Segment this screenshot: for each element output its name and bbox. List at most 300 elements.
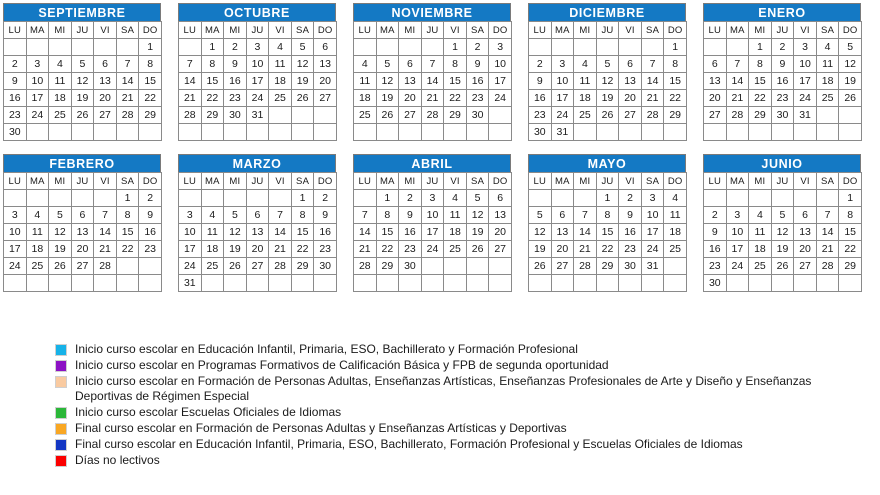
day-cell[interactable]: 21 <box>116 90 139 107</box>
day-cell[interactable]: 14 <box>269 224 292 241</box>
day-cell[interactable]: 31 <box>179 275 202 292</box>
day-cell[interactable]: 6 <box>704 56 727 73</box>
day-cell[interactable]: 17 <box>551 90 574 107</box>
day-cell[interactable]: 9 <box>399 207 422 224</box>
day-cell[interactable]: 23 <box>4 107 27 124</box>
day-cell[interactable]: 17 <box>794 73 817 90</box>
day-cell[interactable]: 29 <box>376 258 399 275</box>
day-cell[interactable]: 22 <box>839 241 862 258</box>
day-cell[interactable]: 11 <box>354 73 377 90</box>
day-cell[interactable]: 21 <box>179 90 202 107</box>
day-cell[interactable]: 15 <box>139 73 162 90</box>
day-cell[interactable]: 18 <box>574 90 597 107</box>
day-cell[interactable]: 13 <box>94 73 117 90</box>
day-cell[interactable]: 23 <box>529 107 552 124</box>
day-cell[interactable]: 21 <box>269 241 292 258</box>
day-cell[interactable]: 25 <box>444 241 467 258</box>
day-cell[interactable]: 22 <box>201 90 224 107</box>
day-cell[interactable]: 6 <box>314 39 337 56</box>
day-cell[interactable]: 22 <box>291 241 314 258</box>
day-cell[interactable]: 2 <box>771 39 794 56</box>
day-cell[interactable]: 23 <box>314 241 337 258</box>
day-cell[interactable]: 11 <box>49 73 72 90</box>
day-cell[interactable]: 24 <box>26 107 49 124</box>
day-cell[interactable]: 11 <box>444 207 467 224</box>
day-cell[interactable]: 31 <box>246 107 269 124</box>
day-cell[interactable]: 1 <box>291 190 314 207</box>
day-cell[interactable]: 22 <box>749 90 772 107</box>
day-cell[interactable]: 19 <box>376 90 399 107</box>
day-cell[interactable]: 19 <box>771 241 794 258</box>
day-cell[interactable]: 19 <box>291 73 314 90</box>
day-cell[interactable]: 20 <box>314 73 337 90</box>
day-cell[interactable]: 23 <box>224 90 247 107</box>
day-cell[interactable]: 10 <box>551 73 574 90</box>
day-cell[interactable]: 3 <box>489 39 512 56</box>
day-cell[interactable]: 30 <box>619 258 642 275</box>
day-cell[interactable]: 14 <box>816 224 839 241</box>
day-cell[interactable]: 7 <box>269 207 292 224</box>
day-cell[interactable]: 18 <box>354 90 377 107</box>
day-cell[interactable]: 23 <box>771 90 794 107</box>
day-cell[interactable]: 4 <box>354 56 377 73</box>
day-cell[interactable]: 27 <box>71 258 94 275</box>
day-cell[interactable]: 6 <box>489 190 512 207</box>
day-cell[interactable]: 4 <box>26 207 49 224</box>
day-cell[interactable]: 14 <box>574 224 597 241</box>
day-cell[interactable]: 1 <box>596 190 619 207</box>
day-cell[interactable]: 4 <box>49 56 72 73</box>
day-cell[interactable]: 21 <box>94 241 117 258</box>
day-cell[interactable]: 18 <box>816 73 839 90</box>
day-cell[interactable]: 14 <box>641 73 664 90</box>
day-cell[interactable]: 2 <box>529 56 552 73</box>
day-cell[interactable]: 5 <box>71 56 94 73</box>
day-cell[interactable]: 19 <box>466 224 489 241</box>
day-cell[interactable]: 7 <box>94 207 117 224</box>
day-cell[interactable]: 10 <box>489 56 512 73</box>
day-cell[interactable]: 12 <box>771 224 794 241</box>
day-cell[interactable]: 11 <box>201 224 224 241</box>
day-cell[interactable]: 16 <box>314 224 337 241</box>
day-cell[interactable]: 22 <box>664 90 687 107</box>
day-cell[interactable]: 23 <box>466 90 489 107</box>
day-cell[interactable]: 30 <box>314 258 337 275</box>
day-cell[interactable]: 22 <box>596 241 619 258</box>
day-cell[interactable]: 27 <box>246 258 269 275</box>
day-cell[interactable]: 8 <box>376 207 399 224</box>
day-cell[interactable]: 1 <box>116 190 139 207</box>
day-cell[interactable]: 11 <box>664 207 687 224</box>
day-cell[interactable]: 10 <box>641 207 664 224</box>
day-cell[interactable]: 9 <box>704 224 727 241</box>
day-cell[interactable]: 24 <box>489 90 512 107</box>
day-cell[interactable]: 24 <box>179 258 202 275</box>
day-cell[interactable]: 17 <box>489 73 512 90</box>
day-cell[interactable]: 25 <box>354 107 377 124</box>
day-cell[interactable]: 21 <box>421 90 444 107</box>
day-cell[interactable]: 10 <box>421 207 444 224</box>
day-cell[interactable]: 22 <box>116 241 139 258</box>
day-cell[interactable]: 25 <box>816 90 839 107</box>
day-cell[interactable]: 5 <box>771 207 794 224</box>
day-cell[interactable]: 20 <box>71 241 94 258</box>
day-cell[interactable]: 29 <box>596 258 619 275</box>
day-cell[interactable]: 7 <box>816 207 839 224</box>
day-cell[interactable]: 2 <box>139 190 162 207</box>
day-cell[interactable]: 8 <box>201 56 224 73</box>
day-cell[interactable]: 21 <box>726 90 749 107</box>
day-cell[interactable]: 8 <box>664 56 687 73</box>
day-cell[interactable]: 30 <box>224 107 247 124</box>
day-cell[interactable]: 29 <box>291 258 314 275</box>
day-cell[interactable]: 3 <box>179 207 202 224</box>
day-cell[interactable]: 6 <box>71 207 94 224</box>
day-cell[interactable]: 28 <box>94 258 117 275</box>
day-cell[interactable]: 1 <box>201 39 224 56</box>
day-cell[interactable]: 30 <box>399 258 422 275</box>
day-cell[interactable]: 24 <box>726 258 749 275</box>
day-cell[interactable]: 25 <box>574 107 597 124</box>
day-cell[interactable]: 27 <box>94 107 117 124</box>
day-cell[interactable]: 16 <box>399 224 422 241</box>
day-cell[interactable]: 16 <box>704 241 727 258</box>
day-cell[interactable]: 14 <box>179 73 202 90</box>
day-cell[interactable]: 26 <box>376 107 399 124</box>
day-cell[interactable]: 7 <box>421 56 444 73</box>
day-cell[interactable]: 13 <box>704 73 727 90</box>
day-cell[interactable]: 3 <box>726 207 749 224</box>
day-cell[interactable]: 9 <box>619 207 642 224</box>
day-cell[interactable]: 22 <box>139 90 162 107</box>
day-cell[interactable]: 15 <box>839 224 862 241</box>
day-cell[interactable]: 3 <box>246 39 269 56</box>
day-cell[interactable]: 30 <box>771 107 794 124</box>
day-cell[interactable]: 12 <box>49 224 72 241</box>
day-cell[interactable]: 28 <box>421 107 444 124</box>
day-cell[interactable]: 7 <box>179 56 202 73</box>
day-cell[interactable]: 9 <box>771 56 794 73</box>
day-cell[interactable]: 12 <box>224 224 247 241</box>
day-cell[interactable]: 16 <box>4 90 27 107</box>
day-cell[interactable]: 19 <box>49 241 72 258</box>
day-cell[interactable]: 8 <box>116 207 139 224</box>
day-cell[interactable]: 3 <box>794 39 817 56</box>
day-cell[interactable]: 27 <box>794 258 817 275</box>
day-cell[interactable]: 26 <box>224 258 247 275</box>
day-cell[interactable]: 26 <box>771 258 794 275</box>
day-cell[interactable]: 5 <box>49 207 72 224</box>
day-cell[interactable]: 20 <box>704 90 727 107</box>
day-cell[interactable]: 30 <box>529 124 552 141</box>
day-cell[interactable]: 20 <box>489 224 512 241</box>
day-cell[interactable]: 19 <box>839 73 862 90</box>
day-cell[interactable]: 12 <box>596 73 619 90</box>
day-cell[interactable]: 21 <box>816 241 839 258</box>
day-cell[interactable]: 8 <box>749 56 772 73</box>
day-cell[interactable]: 25 <box>201 258 224 275</box>
day-cell[interactable]: 16 <box>466 73 489 90</box>
day-cell[interactable]: 20 <box>551 241 574 258</box>
day-cell[interactable]: 14 <box>726 73 749 90</box>
day-cell[interactable]: 28 <box>726 107 749 124</box>
day-cell[interactable]: 16 <box>529 90 552 107</box>
day-cell[interactable]: 27 <box>551 258 574 275</box>
day-cell[interactable]: 13 <box>399 73 422 90</box>
day-cell[interactable]: 28 <box>269 258 292 275</box>
day-cell[interactable]: 7 <box>641 56 664 73</box>
day-cell[interactable]: 11 <box>26 224 49 241</box>
day-cell[interactable]: 23 <box>704 258 727 275</box>
day-cell[interactable]: 27 <box>399 107 422 124</box>
day-cell[interactable]: 14 <box>354 224 377 241</box>
day-cell[interactable]: 12 <box>291 56 314 73</box>
day-cell[interactable]: 4 <box>201 207 224 224</box>
day-cell[interactable]: 17 <box>421 224 444 241</box>
day-cell[interactable]: 20 <box>794 241 817 258</box>
day-cell[interactable]: 16 <box>139 224 162 241</box>
day-cell[interactable]: 9 <box>529 73 552 90</box>
day-cell[interactable]: 18 <box>269 73 292 90</box>
day-cell[interactable]: 3 <box>4 207 27 224</box>
day-cell[interactable]: 9 <box>314 207 337 224</box>
day-cell[interactable]: 10 <box>726 224 749 241</box>
day-cell[interactable]: 2 <box>619 190 642 207</box>
day-cell[interactable]: 2 <box>224 39 247 56</box>
day-cell[interactable]: 1 <box>664 39 687 56</box>
day-cell[interactable]: 11 <box>574 73 597 90</box>
day-cell[interactable]: 25 <box>269 90 292 107</box>
day-cell[interactable]: 2 <box>399 190 422 207</box>
day-cell[interactable]: 2 <box>466 39 489 56</box>
day-cell[interactable]: 31 <box>551 124 574 141</box>
day-cell[interactable]: 13 <box>794 224 817 241</box>
day-cell[interactable]: 21 <box>354 241 377 258</box>
day-cell[interactable]: 19 <box>71 90 94 107</box>
day-cell[interactable]: 26 <box>71 107 94 124</box>
day-cell[interactable]: 4 <box>749 207 772 224</box>
day-cell[interactable]: 12 <box>839 56 862 73</box>
day-cell[interactable]: 15 <box>376 224 399 241</box>
day-cell[interactable]: 5 <box>224 207 247 224</box>
day-cell[interactable]: 14 <box>421 73 444 90</box>
day-cell[interactable]: 11 <box>816 56 839 73</box>
day-cell[interactable]: 29 <box>201 107 224 124</box>
day-cell[interactable]: 25 <box>26 258 49 275</box>
day-cell[interactable]: 5 <box>839 39 862 56</box>
day-cell[interactable]: 24 <box>4 258 27 275</box>
day-cell[interactable]: 15 <box>291 224 314 241</box>
day-cell[interactable]: 18 <box>444 224 467 241</box>
day-cell[interactable]: 10 <box>26 73 49 90</box>
day-cell[interactable]: 13 <box>489 207 512 224</box>
day-cell[interactable]: 16 <box>771 73 794 90</box>
day-cell[interactable]: 26 <box>466 241 489 258</box>
day-cell[interactable]: 25 <box>49 107 72 124</box>
day-cell[interactable]: 1 <box>839 190 862 207</box>
day-cell[interactable]: 19 <box>529 241 552 258</box>
day-cell[interactable]: 7 <box>354 207 377 224</box>
day-cell[interactable]: 19 <box>224 241 247 258</box>
day-cell[interactable]: 10 <box>794 56 817 73</box>
day-cell[interactable]: 31 <box>641 258 664 275</box>
day-cell[interactable]: 27 <box>314 90 337 107</box>
day-cell[interactable]: 26 <box>596 107 619 124</box>
day-cell[interactable]: 13 <box>314 56 337 73</box>
day-cell[interactable]: 18 <box>26 241 49 258</box>
day-cell[interactable]: 20 <box>619 90 642 107</box>
day-cell[interactable]: 22 <box>376 241 399 258</box>
day-cell[interactable]: 1 <box>139 39 162 56</box>
day-cell[interactable]: 27 <box>619 107 642 124</box>
day-cell[interactable]: 27 <box>489 241 512 258</box>
day-cell[interactable]: 8 <box>291 207 314 224</box>
day-cell[interactable]: 3 <box>641 190 664 207</box>
day-cell[interactable]: 5 <box>291 39 314 56</box>
day-cell[interactable]: 28 <box>354 258 377 275</box>
day-cell[interactable]: 8 <box>839 207 862 224</box>
day-cell[interactable]: 21 <box>641 90 664 107</box>
day-cell[interactable]: 12 <box>376 73 399 90</box>
day-cell[interactable]: 13 <box>551 224 574 241</box>
day-cell[interactable]: 2 <box>4 56 27 73</box>
day-cell[interactable]: 24 <box>246 90 269 107</box>
day-cell[interactable]: 7 <box>574 207 597 224</box>
day-cell[interactable]: 26 <box>839 90 862 107</box>
day-cell[interactable]: 18 <box>749 241 772 258</box>
day-cell[interactable]: 4 <box>574 56 597 73</box>
day-cell[interactable]: 10 <box>179 224 202 241</box>
day-cell[interactable]: 29 <box>664 107 687 124</box>
day-cell[interactable]: 3 <box>551 56 574 73</box>
day-cell[interactable]: 14 <box>116 73 139 90</box>
day-cell[interactable]: 16 <box>619 224 642 241</box>
day-cell[interactable]: 8 <box>444 56 467 73</box>
day-cell[interactable]: 13 <box>71 224 94 241</box>
day-cell[interactable]: 21 <box>574 241 597 258</box>
day-cell[interactable]: 24 <box>794 90 817 107</box>
day-cell[interactable]: 6 <box>246 207 269 224</box>
day-cell[interactable]: 8 <box>139 56 162 73</box>
day-cell[interactable]: 10 <box>4 224 27 241</box>
day-cell[interactable]: 15 <box>664 73 687 90</box>
day-cell[interactable]: 28 <box>574 258 597 275</box>
day-cell[interactable]: 2 <box>314 190 337 207</box>
day-cell[interactable]: 20 <box>94 90 117 107</box>
day-cell[interactable]: 28 <box>116 107 139 124</box>
day-cell[interactable]: 6 <box>399 56 422 73</box>
day-cell[interactable]: 15 <box>444 73 467 90</box>
day-cell[interactable]: 6 <box>794 207 817 224</box>
day-cell[interactable]: 11 <box>269 56 292 73</box>
day-cell[interactable]: 18 <box>664 224 687 241</box>
day-cell[interactable]: 10 <box>246 56 269 73</box>
day-cell[interactable]: 29 <box>139 107 162 124</box>
day-cell[interactable]: 29 <box>749 107 772 124</box>
day-cell[interactable]: 27 <box>704 107 727 124</box>
day-cell[interactable]: 1 <box>376 190 399 207</box>
day-cell[interactable]: 6 <box>551 207 574 224</box>
day-cell[interactable]: 28 <box>816 258 839 275</box>
day-cell[interactable]: 20 <box>246 241 269 258</box>
day-cell[interactable]: 6 <box>619 56 642 73</box>
day-cell[interactable]: 25 <box>749 258 772 275</box>
day-cell[interactable]: 30 <box>466 107 489 124</box>
day-cell[interactable]: 26 <box>529 258 552 275</box>
day-cell[interactable]: 14 <box>94 224 117 241</box>
day-cell[interactable]: 17 <box>179 241 202 258</box>
day-cell[interactable]: 3 <box>26 56 49 73</box>
day-cell[interactable]: 30 <box>4 124 27 141</box>
day-cell[interactable]: 17 <box>246 73 269 90</box>
day-cell[interactable]: 26 <box>49 258 72 275</box>
day-cell[interactable]: 17 <box>4 241 27 258</box>
day-cell[interactable]: 5 <box>596 56 619 73</box>
day-cell[interactable]: 4 <box>816 39 839 56</box>
day-cell[interactable]: 9 <box>139 207 162 224</box>
day-cell[interactable]: 18 <box>49 90 72 107</box>
day-cell[interactable]: 28 <box>641 107 664 124</box>
day-cell[interactable]: 4 <box>664 190 687 207</box>
day-cell[interactable]: 9 <box>4 73 27 90</box>
day-cell[interactable]: 15 <box>116 224 139 241</box>
day-cell[interactable]: 24 <box>641 241 664 258</box>
day-cell[interactable]: 26 <box>291 90 314 107</box>
day-cell[interactable]: 2 <box>704 207 727 224</box>
day-cell[interactable]: 9 <box>466 56 489 73</box>
day-cell[interactable]: 13 <box>246 224 269 241</box>
day-cell[interactable]: 17 <box>26 90 49 107</box>
day-cell[interactable]: 8 <box>596 207 619 224</box>
day-cell[interactable]: 15 <box>596 224 619 241</box>
day-cell[interactable]: 12 <box>529 224 552 241</box>
day-cell[interactable]: 15 <box>749 73 772 90</box>
day-cell[interactable]: 24 <box>421 241 444 258</box>
day-cell[interactable]: 1 <box>749 39 772 56</box>
day-cell[interactable]: 23 <box>139 241 162 258</box>
day-cell[interactable]: 23 <box>619 241 642 258</box>
day-cell[interactable]: 17 <box>641 224 664 241</box>
day-cell[interactable]: 7 <box>116 56 139 73</box>
day-cell[interactable]: 18 <box>201 241 224 258</box>
day-cell[interactable]: 23 <box>399 241 422 258</box>
day-cell[interactable]: 31 <box>794 107 817 124</box>
day-cell[interactable]: 13 <box>619 73 642 90</box>
day-cell[interactable]: 5 <box>529 207 552 224</box>
day-cell[interactable]: 1 <box>444 39 467 56</box>
day-cell[interactable]: 20 <box>399 90 422 107</box>
day-cell[interactable]: 28 <box>179 107 202 124</box>
day-cell[interactable]: 5 <box>466 190 489 207</box>
day-cell[interactable]: 6 <box>94 56 117 73</box>
day-cell[interactable]: 9 <box>224 56 247 73</box>
day-cell[interactable]: 24 <box>551 107 574 124</box>
day-cell[interactable]: 30 <box>704 275 727 292</box>
day-cell[interactable]: 16 <box>224 73 247 90</box>
day-cell[interactable]: 5 <box>376 56 399 73</box>
day-cell[interactable]: 4 <box>269 39 292 56</box>
day-cell[interactable]: 19 <box>596 90 619 107</box>
day-cell[interactable]: 3 <box>421 190 444 207</box>
day-cell[interactable]: 17 <box>726 241 749 258</box>
day-cell[interactable]: 25 <box>664 241 687 258</box>
day-cell[interactable]: 15 <box>201 73 224 90</box>
day-cell[interactable]: 29 <box>839 258 862 275</box>
day-cell[interactable]: 4 <box>444 190 467 207</box>
day-cell[interactable]: 12 <box>71 73 94 90</box>
day-cell[interactable]: 11 <box>749 224 772 241</box>
day-cell[interactable]: 22 <box>444 90 467 107</box>
